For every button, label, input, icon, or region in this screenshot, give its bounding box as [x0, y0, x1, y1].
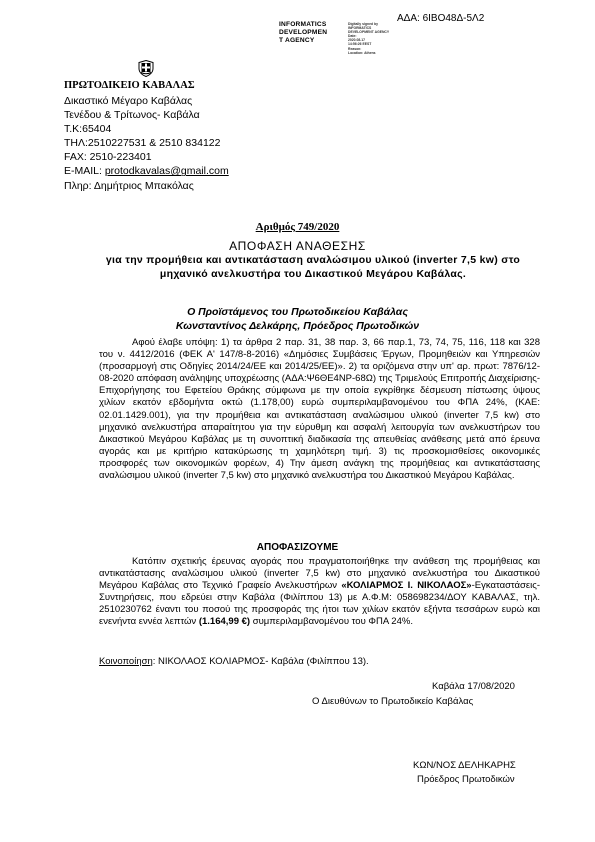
decision-number-text: Αριθμός 749/2020: [255, 221, 340, 233]
notification-recipient: : ΝΙΚΟΛΑΟΣ ΚΟΛΙΑΡΜΟΣ- Καβάλα (Φιλίππου 13).: [152, 656, 369, 667]
place-date: Καβάλα 17/08/2020: [432, 681, 515, 692]
decision-title: ΑΠΟΦΑΣΗ ΑΝΑΘΕΣΗΣ: [229, 239, 366, 253]
contractor-name: «ΚΟΛΙΑΡΜΟΣ Ι. ΝΙΚΟΛΑΟΣ»: [341, 580, 472, 592]
court-address-line2: Τενέδου & Τρίτωνος- Καβάλα: [64, 109, 200, 122]
signature-agency-label: [279, 21, 327, 46]
signature-agency-line: INFORMATICS: [279, 21, 327, 28]
notification-line: [99, 656, 369, 667]
ada-code: ΑΔΑ: 6ΙΒΟ48Δ-5Λ2: [397, 13, 485, 24]
digital-signature-line: DEVELOPMENT AGENCY: [348, 30, 390, 35]
decision-number: [0, 221, 595, 233]
decision-paragraph: [99, 556, 540, 629]
court-contact-block: [64, 94, 229, 193]
considerations-paragraph: Αφού έλαβε υπόψη: 1) τα άρθρα 2 παρ. 31, 38 παρ. 3, 66 παρ.1, 73, 74, 75, 116, 118 και 328 του ν. 4412/2016 (ΦΕΚ Α' 147/8-8-2016) «Δημόσιες Συμβάσεις Έργων, Προμηθειών και Υπηρεσιών (προσαρμογή στις Οδηγίες 2014/24/ΕΕ και 2014/25/ΕΕ)». 2) τα οριζόμενα στην υπ' αρ. πρωτ: 7876/12-08-2020 απόφαση ανάληψης υποχρέωσης (ΑΔΑ:Ψ6ΘΕ4ΝΡ-68Ω) της Τριμελούς Επιτροπής Διαχείρισης-Επιχορήγησης του Εφετείου Θράκης σύμφωνα με την οποία εγκρίθηκε δέσμευση πίστωσης ύψους χιλίων εκατόν εβδομήντα οκτώ (1.178,00) ευρώ συμπεριλαμβανομένου του ΦΠΑ 24%, (ΚΑΕ: 02.01.1429.001), για την προμήθεια και αντικατάσταση αναλώσιμου υλικού (inverter 7,5 kw) στο μηχανικό ανελκυστήρα απαραίτητου για την εύρυθμη και ασφαλή λειτουργία των ανελκυστήρων του Δικαστικού Μεγάρου Καβάλας με τη συνοπτική διαδικασία της απευθείας ανάθεσης μετά από έρευνα αγοράς και με κριτήριο κατακύρωσης τη χαμηλότερη τιμή. 3) τις προσκομισθείσες οικονομικές προσφορές των οικονομικών φορέων, 4) Την άμεση ανάγκη της προμήθειας και αντικατάστασης αναλώσιμου υλικού (inverter 7,5 kw) στο μηχανικό ανελκυστήρα του Δικαστικού Μεγάρου Καβάλας.: [99, 337, 540, 482]
digital-signature-line: 14:56:26 EEST: [348, 42, 372, 47]
decide-heading: ΑΠΟΦΑΣΙΖΟΥΜΕ: [256, 542, 339, 553]
decision-text-part: Κατόπιν σχετικής έρευνας αγοράς που πραγματοποιήθηκε την ανάθεση της προμήθειας και αντικατάστασης αναλώσιμου υλικού (inverter 7,5 kw) στο μηχανικό ανελκυστήρα του Δικαστικού Μεγάρου Καβάλας στο Τεχνικό Γραφείο Ανελκυστήρων: [99, 556, 540, 592]
court-phone: ΤΗΛ:2510227531 & 2510 834122: [64, 137, 221, 150]
decision-text-part: συμπεριλαμβανομένου του ΦΠΑ 24%.: [250, 616, 413, 628]
digital-signature-line: Reason:: [348, 46, 362, 51]
decision-subject: για την προμήθεια και αντικατάσταση αναλώσιμου υλικού (inverter 7,5 kw) στο μηχανικό ανελκυστήρα του Δικαστικού Μεγάρου Καβάλας.: [105, 254, 521, 280]
email-label: E-MAIL:: [64, 165, 105, 178]
issuer-line-2: Κωνσταντίνος Δελκάρης, Πρόεδρος Πρωτοδικών: [175, 320, 420, 332]
decision-text-part: -Εγκαταστάσεις-Συντηρήσεις, που εδρεύει στην Καβάλα (Φιλίππου 13) με Α.Φ.Μ: 058698234/ΔΟΥ ΚΑΒΑΛΑΣ, τηλ. 2510230762 έναντι του ποσού της προσφοράς της ήτοι των χιλίων εκατόν εξήντα τεσσάρων ευρώ και ενενήντα εννέα λεπτών: [99, 580, 540, 628]
email-link[interactable]: protodkavalas@gmail.com: [104, 165, 229, 178]
greek-emblem-icon: [138, 60, 154, 82]
digital-signature-line: Digitally signed by: [348, 22, 378, 26]
court-address-line1: Δικαστικό Μέγαρο Καβάλας: [64, 95, 193, 107]
court-contact-person: Πληρ: Δημήτριος Μπακόλας: [64, 179, 194, 192]
digital-signature-line: Date:: [348, 34, 357, 39]
director-title: Ο Διευθύνων το Πρωτοδικείο Καβάλας: [312, 696, 474, 707]
court-postal-code: Τ.Κ:65404: [64, 123, 112, 136]
digital-signature-info: [348, 22, 389, 55]
notification-label: Κοινοποίηση: [99, 656, 153, 667]
contract-amount: (1.164,99 €): [198, 616, 251, 628]
signer-title: Πρόεδρος Πρωτοδικών: [417, 774, 515, 785]
digital-signature-line: 2020.08.17: [348, 38, 365, 43]
signature-agency-line: T AGENCY: [279, 37, 315, 45]
court-fax: FAX: 2510-223401: [64, 151, 152, 164]
signer-name: ΚΩΝ/ΝΟΣ ΔΕΛΗΚΑΡΗΣ: [413, 760, 516, 771]
digital-signature-line: INFORMATICS: [348, 26, 372, 31]
issuer-line-1: Ο Προϊστάμενος του Πρωτοδικείου Καβάλας: [187, 306, 408, 318]
digital-signature-line: Location: Athens: [348, 50, 376, 55]
court-name: ΠΡΩΤΟΔΙΚΕΙΟ ΚΑΒΑΛΑΣ: [64, 80, 195, 91]
signature-agency-line: DEVELOPMEN: [279, 29, 328, 37]
court-email-row: [64, 164, 229, 178]
